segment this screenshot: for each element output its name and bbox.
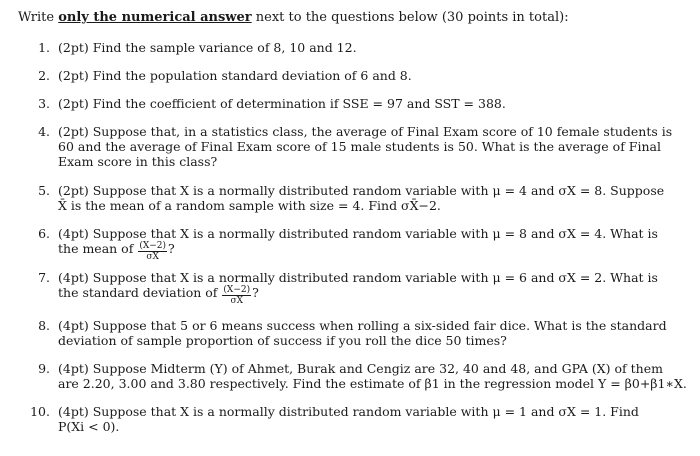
question-text: 60 and the average of Final Exam score of 15 male students is 50. What is the average of Final xyxy=(58,139,661,154)
question-text: (2pt) Find the sample variance of 8, 10 and 12. xyxy=(58,40,357,55)
heading-emphasis: only the numerical answer xyxy=(58,10,252,25)
question-text: (2pt) Find the population standard deviation of 6 and 8. xyxy=(58,68,412,83)
question-text: Exam score in this class? xyxy=(58,154,218,169)
question-number: 1. xyxy=(38,40,50,55)
fraction xyxy=(138,241,167,262)
question-text: (2pt) Suppose that, in a statistics class, the average of Final Exam score of 10 female students is xyxy=(58,124,673,139)
question-mark: ? xyxy=(168,241,175,256)
fraction-numerator: (X−2) xyxy=(139,241,167,251)
question-text: (2pt) Find the coefficient of determination if SSE = 97 and SST = 388. xyxy=(58,96,506,111)
fraction xyxy=(222,285,251,306)
question-text: (4pt) Suppose that X is a normally distributed random variable with μ = 8 and σX = 4. What is xyxy=(58,226,658,241)
question-text: X̄ is the mean of a random sample with size = 4. Find σX̄−2. xyxy=(58,198,441,213)
instructions-heading xyxy=(18,10,698,25)
fraction-numerator: (X−2) xyxy=(223,285,251,295)
question-text: the mean of xyxy=(58,241,134,256)
question-number: 9. xyxy=(38,361,50,376)
question-text: the standard deviation of xyxy=(58,285,218,300)
question-number: 8. xyxy=(38,318,50,333)
question-text: P(Xi < 0). xyxy=(58,419,120,434)
question-text: (4pt) Suppose Midterm (Y) of Ahmet, Burak and Cengiz are 32, 40 and 48, and GPA (X) of them xyxy=(58,361,663,376)
heading-suffix: next to the questions below (30 points in total): xyxy=(251,10,569,25)
fraction-denominator: σX xyxy=(146,252,159,262)
question-text: (4pt) Suppose that 5 or 6 means success when rolling a six-sided fair dice. What is the standard xyxy=(58,318,667,333)
question-text: deviation of sample proportion of success if you roll the dice 50 times? xyxy=(58,333,507,348)
heading-prefix: Write xyxy=(18,10,59,25)
question-number: 4. xyxy=(38,124,50,139)
fraction-denominator: σX xyxy=(230,296,244,306)
question-number: 5. xyxy=(38,183,50,198)
question-number: 6. xyxy=(38,226,50,241)
question-number: 2. xyxy=(38,68,50,83)
question-text: (2pt) Suppose that X is a normally distributed random variable with μ = 4 and σX = 8. Suppose xyxy=(58,183,665,198)
question-number: 7. xyxy=(38,270,50,285)
question-text: (4pt) Suppose that X is a normally distributed random variable with μ = 1 and σX = 1. Find xyxy=(58,404,639,419)
question-number: 3. xyxy=(38,96,50,111)
question-number: 10. xyxy=(30,404,50,419)
question-text: are 2.20, 3.00 and 3.80 respectively. Find the estimate of β1 in the regression model Y = β0+β1∗X. xyxy=(58,376,687,391)
question-text: (4pt) Suppose that X is a normally distributed random variable with μ = 6 and σX = 2. What is xyxy=(58,270,658,285)
question-mark: ? xyxy=(252,285,259,300)
